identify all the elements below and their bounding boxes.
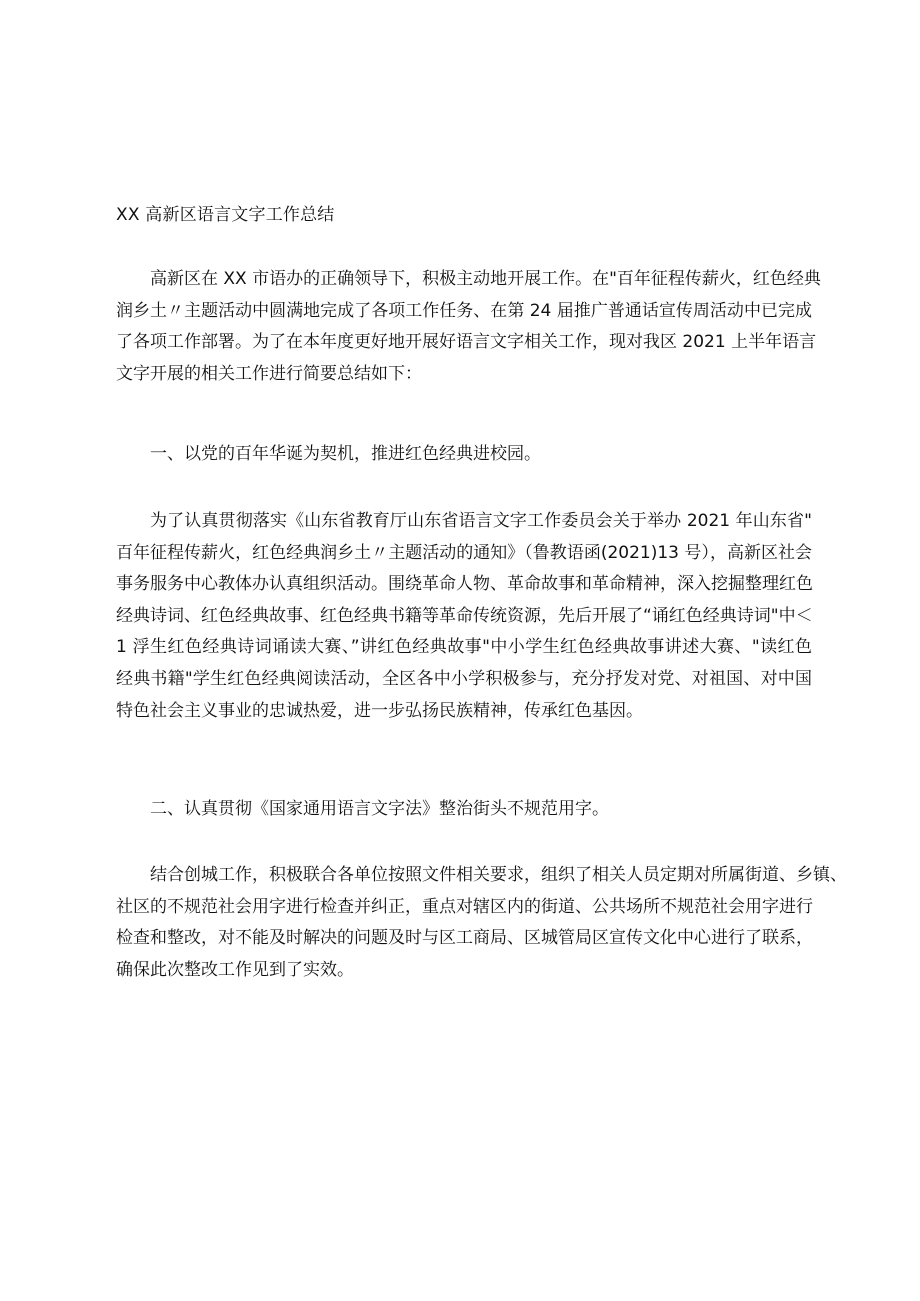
- section-2-line: 社区的不规范社会用字进行检查并纠正，重点对辖区内的街道、公共场所不规范社会用字进行: [116, 896, 813, 917]
- section-1-line: 经典书籍"学生红色经典阅读活动，全区各中小学积极参与，充分抒发对党、对祖国、对中国: [116, 668, 812, 689]
- intro-line: 了各项工作部署。为了在本年度更好地开展好语言文字相关工作，现对我区 2021 上半年语言: [116, 332, 817, 353]
- section-1-line: 特色社会主义事业的忠诚热爱，进一步弘扬民族精神，传承红色基因。: [116, 700, 643, 721]
- intro-line: 文字开展的相关工作进行简要总结如下：: [116, 363, 422, 384]
- section-2-body: [116, 860, 847, 986]
- section-1-line: 为了认真贯彻落实《山东省教育厅山东省语言文字工作委员会关于举办 2021 年山东省": [150, 511, 812, 531]
- section-1-line: 事务服务中心教体办认真组织活动。围绕革命人物、革命故事和革命精神，深入挖掘整理红色: [116, 574, 813, 595]
- section-1-line: 经典诗词、红色经典故事、红色经典书籍等革命传统资源，先后开展了“诵红色经典诗词"中＜: [116, 605, 813, 626]
- document-title: XX 高新区语言文字工作总结: [116, 205, 335, 225]
- section-1-heading: 一、以党的百年华诞为契机，推进红色经典进校园。: [150, 444, 541, 464]
- section-2-heading: 二、认真贯彻《国家通用语言文字法》整治街头不规范用字。: [150, 799, 609, 819]
- section-2-line: 结合创城工作，积极联合各单位按照文件相关要求，组织了相关人员定期对所属街道、乡镇、: [150, 865, 847, 885]
- section-1-line: 1 浮生红色经典诗词诵读大赛、”讲红色经典故事"中小学生红色经典故事讲述大赛、"读红色: [116, 637, 812, 658]
- section-1-line: 百年征程传薪火，红色经典润乡土〃主题活动的通知》（鲁教语函(2021)13 号），高新区社会: [116, 542, 812, 563]
- intro-paragraph: [116, 264, 821, 390]
- section-2-line: 检查和整改，对不能及时解决的问题及时与区工商局、区城管局区宣传文化中心进行了联系，: [116, 928, 813, 949]
- intro-line: 高新区在 XX 市语办的正确领导下，积极主动地开展工作。在"百年征程传薪火，红色经典: [150, 269, 821, 289]
- intro-line: 润乡土〃主题活动中圆满地完成了各项工作任务、在第 24 届推广普通话宣传周活动中已完成: [116, 300, 812, 321]
- section-2-line: 确保此次整改工作见到了实效。: [116, 959, 354, 980]
- section-1-body: [116, 506, 812, 727]
